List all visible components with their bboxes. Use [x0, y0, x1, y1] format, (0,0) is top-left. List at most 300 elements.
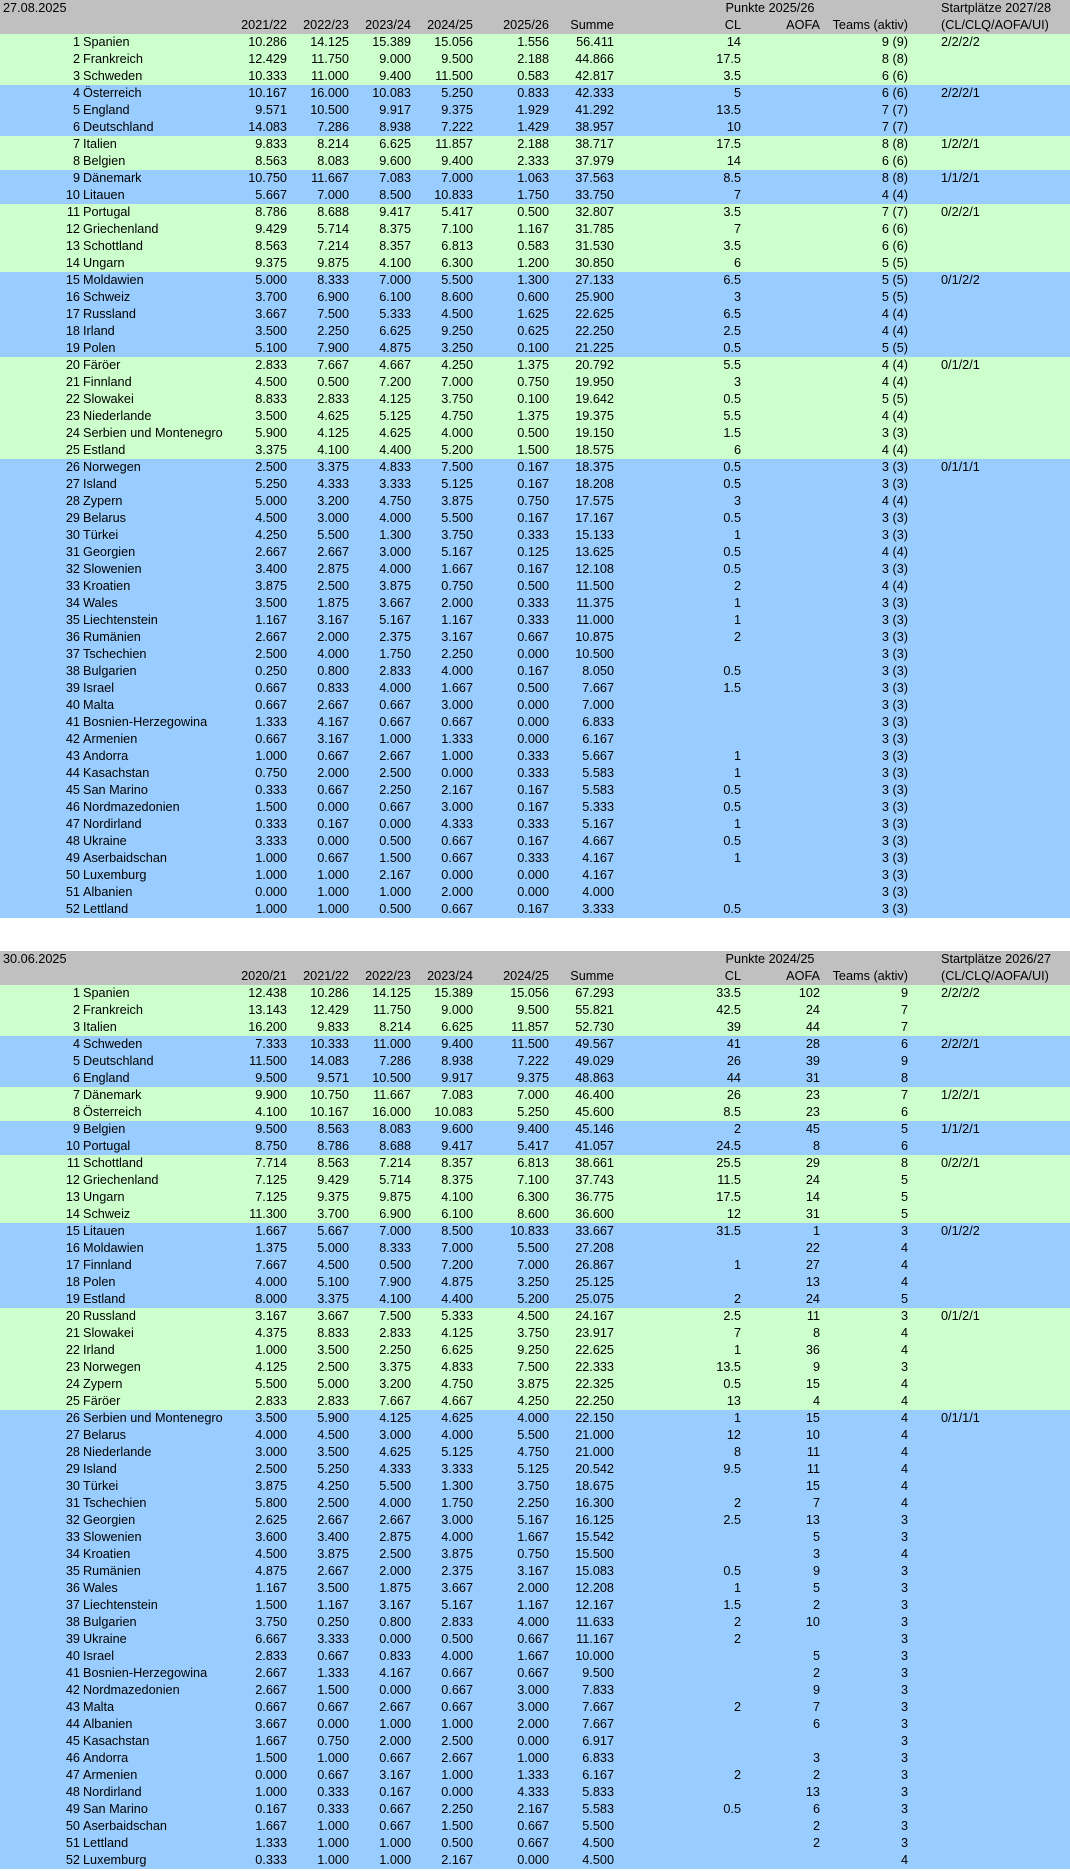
season-value-cell: 7.200 — [379, 375, 411, 389]
rank-cell: 16 — [65, 290, 80, 304]
teams-cell: 3 — [900, 1615, 908, 1629]
season-value-cell: 10.167 — [248, 86, 287, 100]
rank-cell: 35 — [65, 1564, 80, 1578]
season-value-cell: 0.667 — [255, 1700, 287, 1714]
season-value-cell: 2.500 — [317, 579, 349, 593]
season-value-cell: 4.500 — [317, 1258, 349, 1272]
season-value-cell: 0.667 — [317, 749, 349, 763]
cl-cell: 3 — [733, 290, 741, 304]
rank-cell: 17 — [65, 307, 80, 321]
season-value-cell: 6.900 — [317, 290, 349, 304]
season-value-cell: 2.000 — [441, 885, 473, 899]
sum-cell: 33.667 — [575, 1224, 614, 1238]
teams-cell: 8 — [900, 1071, 908, 1085]
country-cell: Lettland — [83, 1836, 129, 1850]
season-value-cell: 8.833 — [255, 392, 287, 406]
country-cell: Nordirland — [83, 817, 142, 831]
season-value-cell: 1.875 — [379, 1581, 411, 1595]
season-value-cell: 6.813 — [517, 1156, 549, 1170]
table-row — [0, 1189, 1070, 1206]
country-cell: Italien — [83, 137, 117, 151]
country-cell: Wales — [83, 1581, 118, 1595]
season-value-cell: 11.750 — [311, 52, 349, 66]
season-header: 2024/25 — [427, 18, 473, 32]
teams-cell: 3 — [900, 1836, 908, 1850]
aofa-cell: 7 — [812, 1496, 820, 1510]
season-value-cell: 3.333 — [255, 834, 287, 848]
season-value-cell: 1.167 — [255, 613, 287, 627]
country-cell: Litauen — [83, 1224, 125, 1238]
season-value-cell: 1.063 — [517, 171, 549, 185]
season-value-cell: 0.333 — [317, 1802, 349, 1816]
season-value-cell: 3.250 — [441, 341, 473, 355]
teams-cell: 4 — [900, 1377, 908, 1391]
table-row — [0, 238, 1070, 255]
season-value-cell: 3.250 — [517, 1275, 549, 1289]
cl-cell: 6.5 — [723, 307, 741, 321]
rank-cell: 24 — [65, 1377, 80, 1391]
teams-cell: 5 — [900, 1122, 908, 1136]
table-row — [0, 595, 1070, 612]
season-header: 2023/24 — [427, 969, 473, 983]
sum-cell: 21.000 — [575, 1445, 614, 1459]
sum-cell: 18.208 — [575, 477, 614, 491]
season-value-cell: 2.000 — [517, 1717, 549, 1731]
season-value-cell: 0.500 — [517, 426, 549, 440]
season-value-cell: 4.125 — [379, 1411, 411, 1425]
aofa-header: AOFA — [786, 969, 820, 983]
cl-cell: 7 — [733, 188, 741, 202]
season-value-cell: 0.667 — [441, 715, 473, 729]
teams-cell: 7 — [900, 1020, 908, 1034]
season-value-cell: 2.500 — [255, 647, 287, 661]
season-value-cell: 7.714 — [255, 1156, 287, 1170]
season-value-cell: 11.750 — [373, 1003, 411, 1017]
table-row — [0, 1308, 1070, 1325]
cl-cell: 1 — [733, 1411, 741, 1425]
table-row — [0, 1291, 1070, 1308]
table-row — [0, 1631, 1070, 1648]
cl-cell: 2.5 — [723, 1513, 741, 1527]
table-row — [0, 816, 1070, 833]
table-row — [0, 697, 1070, 714]
season-value-cell: 0.333 — [317, 1785, 349, 1799]
season-value-cell: 8.600 — [517, 1207, 549, 1221]
season-value-cell: 0.333 — [517, 851, 549, 865]
table-row — [0, 714, 1070, 731]
sum-cell: 49.567 — [575, 1037, 614, 1051]
season-value-cell: 5.167 — [517, 1513, 549, 1527]
season-header: 2023/24 — [365, 18, 411, 32]
season-value-cell: 0.833 — [317, 681, 349, 695]
sum-cell: 5.333 — [582, 800, 614, 814]
season-value-cell: 0.000 — [255, 885, 287, 899]
season-value-cell: 4.100 — [255, 1105, 287, 1119]
table-row — [0, 1580, 1070, 1597]
country-cell: Rumänien — [83, 630, 141, 644]
teams-cell: 3 — [900, 1581, 908, 1595]
cl-cell: 0.5 — [723, 800, 741, 814]
season-value-cell: 5.900 — [255, 426, 287, 440]
sum-cell: 20.542 — [575, 1462, 614, 1476]
season-value-cell: 3.500 — [317, 1343, 349, 1357]
cl-cell: 17.5 — [716, 1190, 741, 1204]
country-cell: Türkei — [83, 528, 119, 542]
season-value-cell: 8.938 — [441, 1054, 473, 1068]
season-value-cell: 3.000 — [255, 1445, 287, 1459]
points-header: Punkte 2025/26 — [725, 1, 815, 15]
season-value-cell: 0.833 — [379, 1649, 411, 1663]
sum-cell: 13.625 — [575, 545, 614, 559]
sum-cell: 45.600 — [575, 1105, 614, 1119]
table-row — [0, 102, 1070, 119]
sum-cell: 19.642 — [575, 392, 614, 406]
rank-cell: 21 — [65, 1326, 80, 1340]
season-value-cell: 7.125 — [255, 1190, 287, 1204]
season-value-cell: 5.333 — [441, 1309, 473, 1323]
season-value-cell: 0.667 — [255, 698, 287, 712]
cl-cell: 1 — [733, 528, 741, 542]
season-value-cell: 9.375 — [441, 103, 473, 117]
rank-cell: 17 — [65, 1258, 80, 1272]
startplaetze-cell: 0/1/2/2 — [941, 1224, 980, 1238]
season-value-cell: 1.000 — [517, 1751, 549, 1765]
rank-cell: 48 — [65, 834, 80, 848]
rank-cell: 29 — [65, 1462, 80, 1476]
teams-cell: 3 — [900, 1530, 908, 1544]
season-value-cell: 9.600 — [379, 154, 411, 168]
country-cell: Ungarn — [83, 1190, 125, 1204]
teams-cell: 6 — [900, 1105, 908, 1119]
season-value-cell: 3.000 — [441, 800, 473, 814]
cl-cell: 3 — [733, 375, 741, 389]
table-row — [0, 1495, 1070, 1512]
season-value-cell: 0.000 — [517, 732, 549, 746]
teams-cell: 3 (3) — [881, 868, 908, 882]
country-cell: Frankreich — [83, 1003, 143, 1017]
season-value-cell: 0.333 — [517, 528, 549, 542]
aofa-cell: 15 — [805, 1479, 820, 1493]
season-value-cell: 3.000 — [317, 511, 349, 525]
country-cell: Frankreich — [83, 52, 143, 66]
teams-cell: 3 (3) — [881, 630, 908, 644]
season-value-cell: 7.000 — [441, 171, 473, 185]
season-value-cell: 2.250 — [517, 1496, 549, 1510]
teams-cell: 4 — [900, 1275, 908, 1289]
country-cell: Luxemburg — [83, 1853, 147, 1867]
table-row — [0, 1614, 1070, 1631]
season-value-cell: 1.667 — [441, 681, 473, 695]
teams-cell: 3 — [900, 1224, 908, 1238]
season-value-cell: 9.833 — [317, 1020, 349, 1034]
season-value-cell: 4.000 — [379, 1496, 411, 1510]
aofa-cell: 8 — [812, 1139, 820, 1153]
season-value-cell: 8.563 — [317, 1122, 349, 1136]
season-value-cell: 1.750 — [441, 1496, 473, 1510]
season-value-cell: 0.667 — [255, 732, 287, 746]
rank-cell: 44 — [65, 1717, 80, 1731]
teams-cell: 3 (3) — [881, 851, 908, 865]
season-value-cell: 4.833 — [379, 460, 411, 474]
aofa-cell: 10 — [805, 1428, 820, 1442]
country-cell: Andorra — [83, 1751, 129, 1765]
table-row — [0, 1716, 1070, 1733]
rank-cell: 32 — [65, 562, 80, 576]
rank-cell: 43 — [65, 749, 80, 763]
table-row — [0, 1223, 1070, 1240]
aofa-cell: 22 — [805, 1241, 820, 1255]
season-value-cell: 7.500 — [317, 307, 349, 321]
rank-cell: 11 — [66, 1156, 80, 1170]
country-cell: England — [83, 103, 130, 117]
rank-cell: 49 — [65, 1802, 80, 1816]
season-value-cell: 0.667 — [517, 1666, 549, 1680]
aofa-cell: 23 — [805, 1105, 820, 1119]
season-value-cell: 0.667 — [317, 851, 349, 865]
season-value-cell: 0.000 — [317, 800, 349, 814]
season-value-cell: 4.750 — [441, 409, 473, 423]
rank-cell: 18 — [65, 324, 80, 338]
cl-cell: 5.5 — [723, 409, 741, 423]
country-cell: Estland — [83, 443, 126, 457]
sum-cell: 4.667 — [582, 834, 614, 848]
teams-cell: 3 — [900, 1802, 908, 1816]
country-cell: Ukraine — [83, 834, 127, 848]
sum-cell: 9.500 — [582, 1666, 614, 1680]
cl-cell: 12 — [726, 1207, 741, 1221]
country-cell: Albanien — [83, 1717, 133, 1731]
teams-header: Teams (aktiv) — [832, 18, 908, 32]
table-row — [0, 1274, 1070, 1291]
country-cell: Malta — [83, 1700, 115, 1714]
season-value-cell: 4.000 — [517, 1615, 549, 1629]
season-value-cell: 1.333 — [255, 1836, 287, 1850]
sum-cell: 7.833 — [582, 1683, 614, 1697]
season-value-cell: 4.125 — [255, 1360, 287, 1374]
season-value-cell: 1.750 — [379, 647, 411, 661]
sum-cell: 6.167 — [582, 732, 614, 746]
table-row — [0, 1682, 1070, 1699]
season-value-cell: 2.250 — [379, 783, 411, 797]
season-value-cell: 8.563 — [317, 1156, 349, 1170]
season-value-cell: 3.875 — [255, 579, 287, 593]
season-value-cell: 1.300 — [441, 1479, 473, 1493]
season-value-cell: 4.167 — [317, 715, 349, 729]
rank-cell: 2 — [72, 1003, 80, 1017]
season-value-cell: 2.667 — [379, 1513, 411, 1527]
season-value-cell: 7.500 — [517, 1360, 549, 1374]
season-value-cell: 1.000 — [379, 885, 411, 899]
season-value-cell: 4.500 — [255, 1547, 287, 1561]
season-value-cell: 10.083 — [434, 1105, 473, 1119]
season-value-cell: 4.000 — [517, 1411, 549, 1425]
country-cell: Tschechien — [83, 647, 147, 661]
cl-cell: 14 — [726, 35, 741, 49]
country-cell: Spanien — [83, 35, 130, 49]
country-cell: Polen — [83, 341, 116, 355]
country-cell: Polen — [83, 1275, 116, 1289]
rank-cell: 7 — [72, 1088, 80, 1102]
sum-cell: 22.250 — [575, 324, 614, 338]
season-value-cell: 0.250 — [255, 664, 287, 678]
season-value-cell: 8.333 — [317, 273, 349, 287]
startplaetze-cell: 2/2/2/1 — [941, 1037, 980, 1051]
points-header: Punkte 2024/25 — [725, 952, 815, 966]
country-cell: Finnland — [83, 375, 132, 389]
table-row — [0, 306, 1070, 323]
teams-cell: 3 — [900, 1666, 908, 1680]
rank-cell: 25 — [65, 1394, 80, 1408]
country-cell: Island — [83, 477, 117, 491]
season-value-cell: 14.083 — [248, 120, 287, 134]
season-value-cell: 4.875 — [255, 1564, 287, 1578]
rank-cell: 38 — [65, 664, 80, 678]
season-value-cell: 0.167 — [379, 1785, 411, 1799]
startplaetze-cell: 0/1/2/1 — [941, 1309, 980, 1323]
season-value-cell: 11.500 — [249, 1054, 287, 1068]
sum-cell: 27.208 — [575, 1241, 614, 1255]
country-cell: Färöer — [83, 1394, 121, 1408]
season-value-cell: 1.000 — [255, 868, 287, 882]
season-value-cell: 5.167 — [441, 545, 473, 559]
table-row — [0, 1172, 1070, 1189]
cl-cell: 13.5 — [716, 103, 741, 117]
sum-cell: 4.167 — [582, 851, 614, 865]
teams-cell: 3 (3) — [881, 426, 908, 440]
season-value-cell: 4.625 — [379, 426, 411, 440]
cl-cell: 6 — [733, 256, 741, 270]
season-value-cell: 1.000 — [255, 851, 287, 865]
rank-cell: 26 — [65, 1411, 80, 1425]
season-value-cell: 4.667 — [441, 1394, 473, 1408]
country-cell: Slowenien — [83, 1530, 142, 1544]
teams-cell: 3 — [900, 1598, 908, 1612]
teams-cell: 4 (4) — [881, 375, 908, 389]
season-value-cell: 5.167 — [441, 1598, 473, 1612]
country-cell: Wales — [83, 596, 118, 610]
table-row — [0, 680, 1070, 697]
season-value-cell: 4.400 — [379, 443, 411, 457]
country-cell: Ukraine — [83, 1632, 127, 1646]
season-value-cell: 2.333 — [517, 154, 549, 168]
sum-cell: 49.029 — [575, 1054, 614, 1068]
table-row — [0, 884, 1070, 901]
season-value-cell: 0.000 — [441, 868, 473, 882]
season-value-cell: 10.083 — [372, 86, 411, 100]
cl-cell: 31.5 — [716, 1224, 741, 1238]
season-value-cell: 1.000 — [317, 1836, 349, 1850]
season-value-cell: 1.500 — [517, 443, 549, 457]
season-value-cell: 7.222 — [441, 120, 473, 134]
season-value-cell: 9.400 — [441, 154, 473, 168]
season-value-cell: 0.667 — [517, 1836, 549, 1850]
season-value-cell: 8.688 — [379, 1139, 411, 1153]
season-value-cell: 1.000 — [317, 885, 349, 899]
season-value-cell: 15.056 — [434, 35, 473, 49]
table-row — [0, 1138, 1070, 1155]
aofa-cell: 2 — [812, 1666, 820, 1680]
country-cell: Georgien — [83, 1513, 136, 1527]
season-value-cell: 3.750 — [441, 528, 473, 542]
season-value-cell: 4.000 — [379, 562, 411, 576]
season-value-cell: 1.000 — [317, 1853, 349, 1867]
season-value-cell: 2.500 — [255, 460, 287, 474]
season-value-cell: 3.667 — [317, 1309, 349, 1323]
sum-header: Summe — [570, 969, 614, 983]
season-value-cell: 0.167 — [517, 664, 549, 678]
season-value-cell: 7.214 — [317, 239, 349, 253]
season-value-cell: 9.417 — [441, 1139, 473, 1153]
cl-cell: 8.5 — [723, 171, 741, 185]
season-value-cell: 2.667 — [317, 545, 349, 559]
season-value-cell: 5.714 — [379, 1173, 411, 1187]
season-value-cell: 2.833 — [379, 664, 411, 678]
season-value-cell: 0.667 — [255, 681, 287, 695]
rank-cell: 34 — [65, 596, 80, 610]
season-value-cell: 11.857 — [511, 1020, 549, 1034]
season-value-cell: 0.100 — [517, 392, 549, 406]
season-value-cell: 8.833 — [317, 1326, 349, 1340]
table-row — [0, 289, 1070, 306]
cl-cell: 26 — [726, 1054, 741, 1068]
season-value-cell: 7.900 — [317, 341, 349, 355]
sum-cell: 19.150 — [575, 426, 614, 440]
season-value-cell: 0.167 — [517, 460, 549, 474]
season-value-cell: 4.875 — [441, 1275, 473, 1289]
aofa-cell: 27 — [805, 1258, 820, 1272]
table-row — [0, 1512, 1070, 1529]
table-row — [0, 1665, 1070, 1682]
sum-cell: 10.875 — [575, 630, 614, 644]
season-value-cell: 1.200 — [517, 256, 549, 270]
cl-cell: 2 — [733, 1122, 741, 1136]
sum-cell: 10.000 — [575, 1649, 614, 1663]
season-value-cell: 1.333 — [517, 1768, 549, 1782]
teams-cell: 3 — [900, 1360, 908, 1374]
season-value-cell: 2.667 — [317, 1513, 349, 1527]
rank-cell: 10 — [65, 1139, 80, 1153]
teams-cell: 6 (6) — [881, 222, 908, 236]
teams-cell: 9 (9) — [881, 35, 908, 49]
country-cell: Litauen — [83, 188, 125, 202]
rank-cell: 30 — [65, 1479, 80, 1493]
season-value-cell: 7.100 — [441, 222, 473, 236]
table-row — [0, 1070, 1070, 1087]
rank-cell: 38 — [65, 1615, 80, 1629]
table-row — [0, 1206, 1070, 1223]
season-value-cell: 1.500 — [255, 1598, 287, 1612]
season-value-cell: 3.500 — [317, 1581, 349, 1595]
season-value-cell: 3.200 — [317, 494, 349, 508]
country-cell: Schweden — [83, 69, 143, 83]
rank-cell: 48 — [65, 1785, 80, 1799]
season-value-cell: 5.250 — [317, 1462, 349, 1476]
season-value-cell: 3.500 — [255, 596, 287, 610]
season-value-cell: 5.100 — [317, 1275, 349, 1289]
season-value-cell: 9.875 — [379, 1190, 411, 1204]
table-row — [0, 1597, 1070, 1614]
table-row — [0, 374, 1070, 391]
teams-cell: 4 (4) — [881, 443, 908, 457]
season-value-cell: 5.125 — [517, 1462, 549, 1476]
teams-cell: 4 (4) — [881, 545, 908, 559]
sum-cell: 56.411 — [576, 35, 614, 49]
table-row — [0, 85, 1070, 102]
season-value-cell: 3.667 — [255, 307, 287, 321]
sum-cell: 5.583 — [582, 783, 614, 797]
teams-cell: 4 — [900, 1496, 908, 1510]
season-value-cell: 14.125 — [310, 35, 349, 49]
